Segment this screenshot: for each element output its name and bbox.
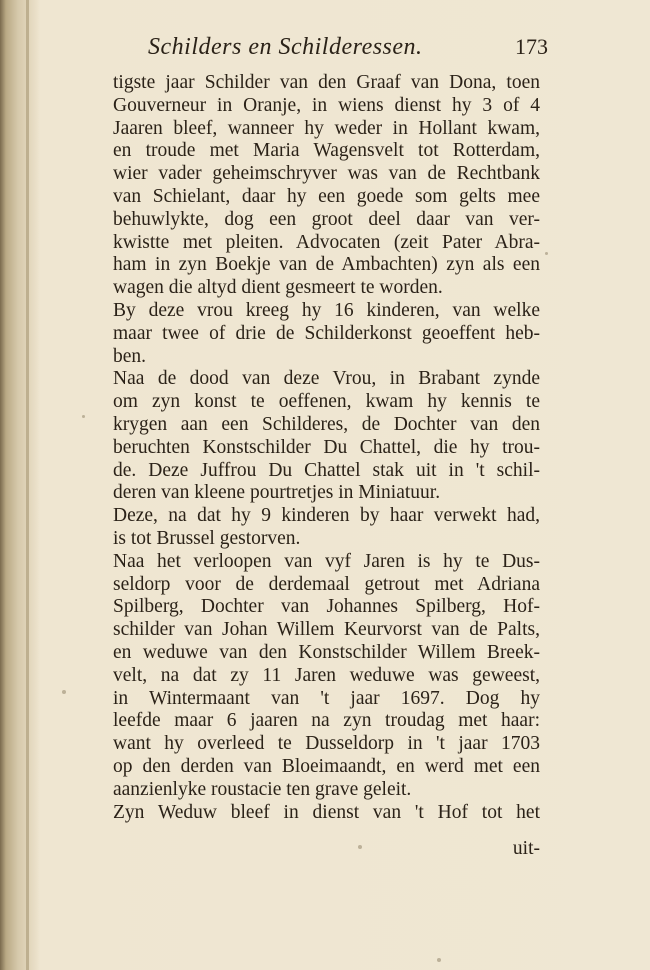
text-line: is tot Brussel gestorven. [113,527,301,549]
text-line: krygen aan een Schilderes, de Dochter van den [113,413,540,435]
text-line: aanzienlyke roustacie ten grave geleit. [113,778,412,800]
text-line: leefde maar 6 jaaren na zyn troudag met haar: [113,710,540,732]
paper-speck [437,958,441,962]
text-line: Jaaren bleef, wanneer hy weder in Hollant kwam, [113,117,540,139]
text-line: om zyn konst te oeffenen, kwam hy kennis te [113,391,540,413]
book-gutter [0,0,40,970]
text-line: beruchten Konstschilder Du Chattel, die hy trou- [113,436,540,458]
text-line: ben. [113,345,147,367]
text-line: wier vader geheimschryver was van de Rechtbank [113,163,540,185]
catchword: uit- [512,838,540,859]
text-line: behuwlykte, dog een groot deel daar van ver- [113,208,540,230]
gutter-fold-line [26,0,29,970]
text-line: maar twee of drie de Schilderkonst geoeffent heb- [113,322,540,344]
text-line: deren van kleene pourtretjes in Miniatuur. [113,482,441,504]
running-title: Schilders en Schilderessen. [148,34,423,60]
page-header [148,34,548,68]
text-line: Gouverneur in Oranje, in wiens dienst hy 3 of 4 [113,94,540,116]
text-line: kwistte met pleiten. Advocaten (zeit Pater Abra- [113,231,540,253]
page-number: 173 [515,34,548,59]
text-line: ham in zyn Boekje van de Ambachten) zyn als een [113,254,540,276]
text-line: seldorp voor de derdemaal getrout met Adriana [113,573,540,595]
text-line: Deze, na dat hy 9 kinderen by haar verwekt had, [113,505,540,527]
paper-speck [82,415,85,418]
paper-speck [358,845,362,849]
text-line: schilder van Johan Willem Keurvorst van de Palts, [113,619,540,641]
body-text [113,72,540,824]
text-line: Spilberg, Dochter van Johannes Spilberg, Hof- [113,596,540,618]
text-line: wagen die altyd dient gesmeert te worden. [113,277,443,299]
text-line: van Schielant, daar hy een goede som gelts mee [113,185,540,207]
text-line: de. Deze Juffrou Du Chattel stak uit in 't schil- [113,459,540,481]
text-line: en weduwe van den Konstschilder Willem Breek- [113,641,540,663]
text-line: Zyn Weduw bleef in dienst van 't Hof tot het [113,801,540,823]
paper-speck [62,690,66,694]
paper-speck [545,252,548,255]
text-line: in Wintermaant van 't jaar 1697. Dog hy [113,687,540,709]
text-line: By deze vrou kreeg hy 16 kinderen, van welke [113,299,540,321]
text-line: tigste jaar Schilder van den Graaf van Dona, toen [113,72,540,93]
text-line: en troude met Maria Wagensvelt tot Rotterdam, [113,140,540,162]
text-line: velt, na dat zy 11 Jaren weduwe was geweest, [113,664,540,686]
text-line: want hy overleed te Dusseldorp in 't jaar 1703 [113,733,540,755]
text-line: Naa het verloopen van vyf Jaren is hy te Dus- [113,550,540,572]
text-line: op den derden van Bloeimaandt, en werd met een [113,755,540,777]
text-line: Naa de dood van deze Vrou, in Brabant zynde [113,368,540,390]
